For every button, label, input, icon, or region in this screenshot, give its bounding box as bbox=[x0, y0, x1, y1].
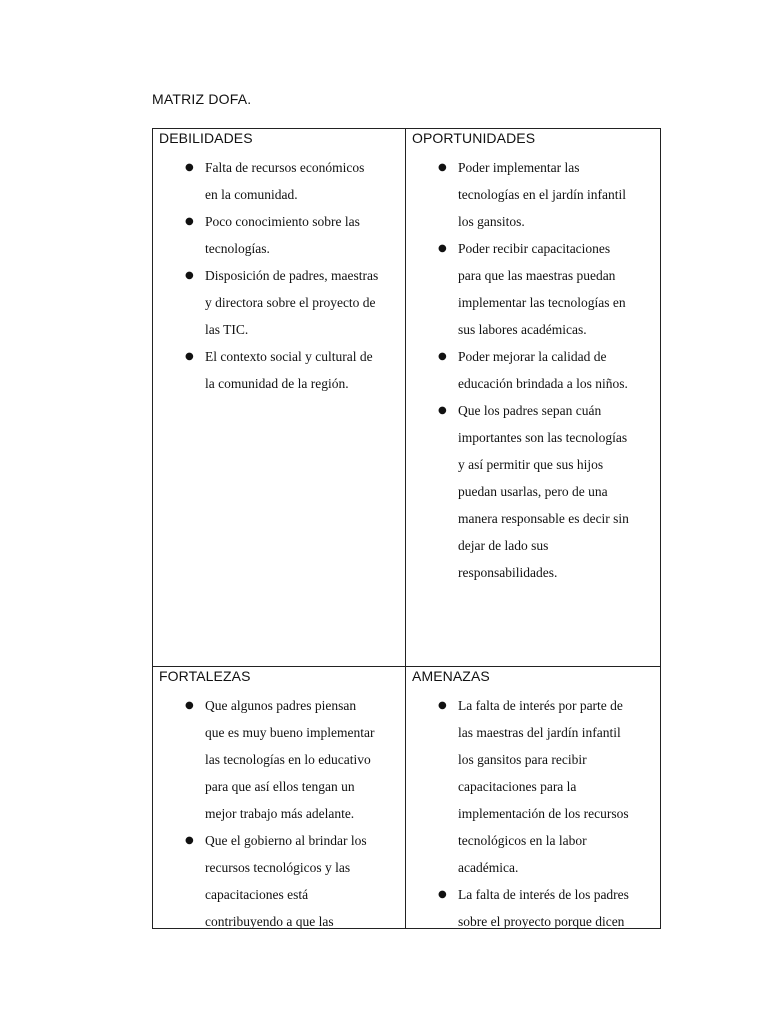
fortalezas-list bbox=[153, 692, 405, 928]
list-item-text-line: capacitaciones está bbox=[205, 887, 309, 902]
bullet-icon: ● bbox=[438, 889, 447, 900]
bullet-icon: ● bbox=[438, 351, 447, 362]
list-item bbox=[406, 397, 660, 586]
list-item-text-line: mejor trabajo más adelante. bbox=[205, 806, 355, 821]
list-item-text-line: Poder implementar las bbox=[458, 160, 580, 175]
list-item-text-line: Falta de recursos económicos bbox=[205, 160, 365, 175]
dofa-matrix-table bbox=[152, 128, 661, 929]
document-title: MATRIZ DOFA. bbox=[152, 91, 252, 107]
amenazas-heading: AMENAZAS bbox=[412, 668, 490, 684]
list-item bbox=[153, 262, 405, 343]
list-item-text-line: La falta de interés por parte de bbox=[458, 698, 623, 713]
list-item-text-line: Poco conocimiento sobre las bbox=[205, 214, 360, 229]
list-item-text-line: y directora sobre el proyecto de bbox=[205, 295, 376, 310]
list-item-text-line: La falta de interés de los padres bbox=[458, 887, 629, 902]
amenazas-list bbox=[406, 692, 660, 928]
list-item bbox=[406, 343, 660, 397]
list-item-text-line: las TIC. bbox=[205, 322, 249, 337]
list-item-text-line: tecnologías en el jardín infantil bbox=[458, 187, 626, 202]
list-item-text-line: Poder mejorar la calidad de bbox=[458, 349, 607, 364]
list-item-text-line: las maestras del jardín infantil bbox=[458, 725, 621, 740]
list-item bbox=[153, 208, 405, 262]
list-item-text-line: para que así ellos tengan un bbox=[205, 779, 355, 794]
list-item-text-line: sus labores académicas. bbox=[458, 322, 587, 337]
bullet-icon: ● bbox=[185, 216, 194, 227]
list-item bbox=[406, 881, 660, 928]
list-item-text-line: los gansitos para recibir bbox=[458, 752, 587, 767]
list-item bbox=[153, 154, 405, 208]
oportunidades-cell bbox=[406, 129, 660, 667]
bullet-icon: ● bbox=[185, 270, 194, 281]
list-item bbox=[153, 827, 405, 928]
debilidades-heading: DEBILIDADES bbox=[159, 130, 253, 146]
list-item-text-line: recursos tecnológicos y las bbox=[205, 860, 351, 875]
list-item-text-line: la comunidad de la región. bbox=[205, 376, 349, 391]
bullet-icon: ● bbox=[185, 351, 194, 362]
list-item-text-line: Poder recibir capacitaciones bbox=[458, 241, 611, 256]
list-item-text-line: importantes son las tecnologías bbox=[458, 430, 628, 445]
list-item-text-line: que es muy bueno implementar bbox=[205, 725, 375, 740]
bullet-icon: ● bbox=[438, 405, 447, 416]
bullet-icon: ● bbox=[438, 700, 447, 711]
debilidades-list bbox=[153, 154, 405, 397]
list-item-text-line: Que el gobierno al brindar los bbox=[205, 833, 367, 848]
list-item-text-line: Que algunos padres piensan bbox=[205, 698, 357, 713]
list-item-text-line: capacitaciones para la bbox=[458, 779, 577, 794]
list-item-text-line: contribuyendo a que las bbox=[205, 914, 334, 928]
list-item bbox=[153, 692, 405, 827]
list-item-text-line: las tecnologías en lo educativo bbox=[205, 752, 371, 767]
list-item bbox=[406, 154, 660, 235]
list-item bbox=[406, 692, 660, 881]
list-item-text-line: tecnológicos en la labor bbox=[458, 833, 587, 848]
list-item bbox=[406, 235, 660, 343]
list-item-text-line: en la comunidad. bbox=[205, 187, 298, 202]
list-item-text-line: implementar las tecnologías en bbox=[458, 295, 626, 310]
bullet-icon: ● bbox=[185, 835, 194, 846]
list-item-text-line: educación brindada a los niños. bbox=[458, 376, 628, 391]
list-item-text-line: implementación de los recursos bbox=[458, 806, 629, 821]
bullet-icon: ● bbox=[185, 162, 194, 173]
list-item-text-line: responsabilidades. bbox=[458, 565, 558, 580]
list-item-text-line: y así permitir que sus hijos bbox=[458, 457, 604, 472]
bullet-icon: ● bbox=[438, 243, 447, 254]
oportunidades-list bbox=[406, 154, 660, 586]
list-item-text-line: tecnologías. bbox=[205, 241, 270, 256]
list-item-text-line: sobre el proyecto porque dicen bbox=[458, 914, 625, 928]
list-item-text-line: manera responsable es decir sin bbox=[458, 511, 629, 526]
list-item-text-line: para que las maestras puedan bbox=[458, 268, 616, 283]
fortalezas-cell bbox=[153, 667, 406, 928]
debilidades-cell bbox=[153, 129, 406, 667]
list-item-text-line: Que los padres sepan cuán bbox=[458, 403, 602, 418]
list-item-text-line: puedan usarlas, pero de una bbox=[458, 484, 608, 499]
list-item-text-line: Disposición de padres, maestras bbox=[205, 268, 379, 283]
bullet-icon: ● bbox=[185, 700, 194, 711]
list-item-text-line: los gansitos. bbox=[458, 214, 525, 229]
fortalezas-heading: FORTALEZAS bbox=[159, 668, 251, 684]
amenazas-cell bbox=[406, 667, 660, 928]
list-item-text-line: dejar de lado sus bbox=[458, 538, 549, 553]
oportunidades-heading: OPORTUNIDADES bbox=[412, 130, 536, 146]
list-item-text-line: académica. bbox=[458, 860, 519, 875]
bullet-icon: ● bbox=[438, 162, 447, 173]
list-item bbox=[153, 343, 405, 397]
list-item-text-line: El contexto social y cultural de bbox=[205, 349, 373, 364]
